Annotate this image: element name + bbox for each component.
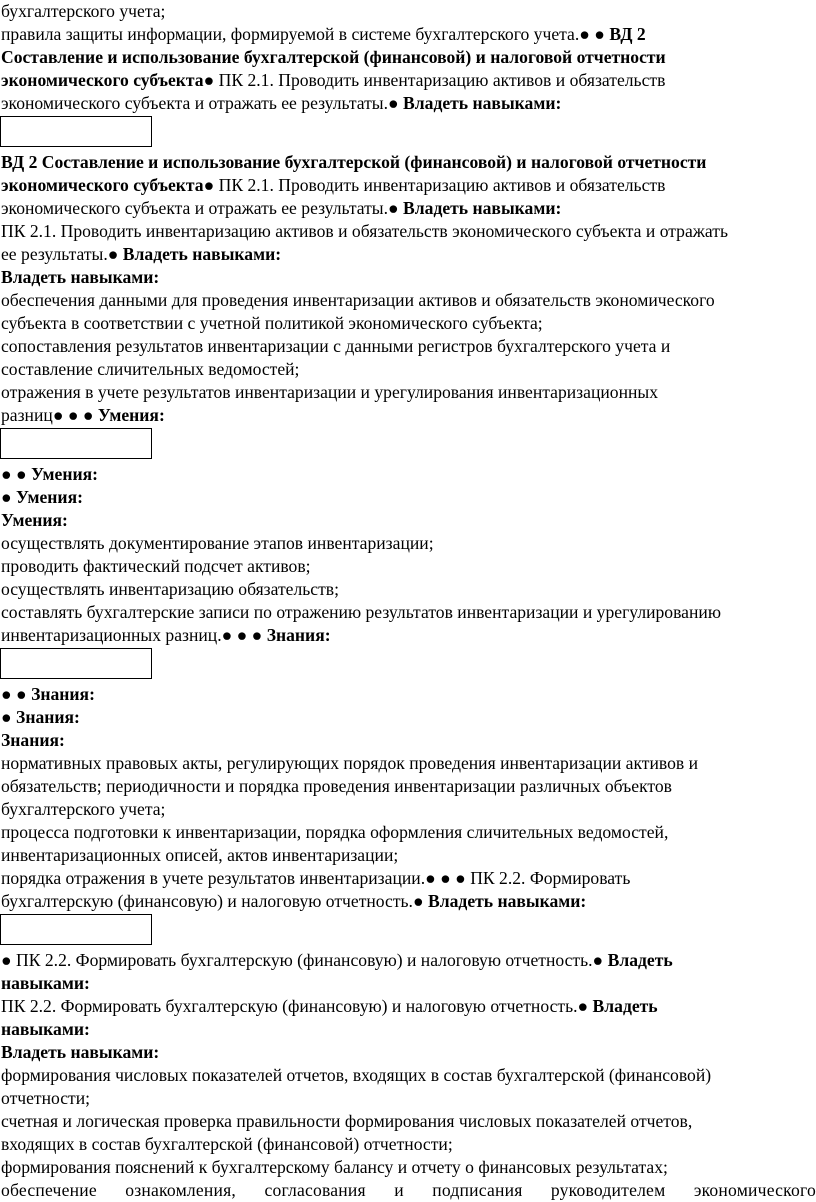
text-line: субъекта в соответствии с учетной политикой экономического субъекта; xyxy=(1,313,543,333)
text-line: нормативных правовых акты, регулирующих порядок проведения инвентаризации активов и xyxy=(1,753,699,773)
text-line: ● ● Умения: xyxy=(1,464,98,484)
text-line: формирования числовых показателей отчетов, входящих в состав бухгалтерской (финансовой) xyxy=(1,1065,712,1085)
text-line: бухгалтерскую (финансовую) и налоговую отчетность.● Владеть навыками: xyxy=(1,891,587,911)
text-line: экономического субъекта и отражать ее результаты.● Владеть навыками: xyxy=(1,198,562,218)
text-line: обеспечения данными для проведения инвентаризации активов и обязательств экономического xyxy=(1,290,715,310)
text-line: навыками: xyxy=(1,973,90,993)
text-line: порядка отражения в учете результатов инвентаризации.● ● ● ПК 2.2. Формировать xyxy=(1,868,631,888)
text-line: осуществлять документирование этапов инвентаризации; xyxy=(1,533,434,553)
text-line: навыками: xyxy=(1,1019,90,1039)
text-line: отражения в учете результатов инвентаризации и урегулирования инвентаризационных xyxy=(1,382,659,402)
text-line: правила защиты информации, формируемой в системе бухгалтерского учета.● ● ВД 2 xyxy=(1,24,646,44)
text-line: ● Знания: xyxy=(1,707,80,727)
text-line: сопоставления результатов инвентаризации с данными регистров бухгалтерского учета и xyxy=(1,336,671,356)
text-line: разниц● ● ● Умения: xyxy=(1,405,165,425)
text-line: инвентаризационных описей, актов инвентаризации; xyxy=(1,845,399,865)
text-line: входящих в состав бухгалтерской (финансовой) отчетности; xyxy=(1,1134,453,1154)
text-line: бухгалтерского учета; xyxy=(1,1,166,21)
text-line: Составление и использование бухгалтерской (финансовой) и налоговой отчетности xyxy=(1,47,666,67)
section-heading: Владеть навыками: xyxy=(1,267,160,287)
text-line: ● ● Знания: xyxy=(1,684,95,704)
text-line: экономического субъекта● ПК 2.1. Проводить инвентаризацию активов и обязательств xyxy=(1,70,666,90)
text-line: экономического субъекта и отражать ее результаты.● Владеть навыками: xyxy=(1,93,562,113)
text-line: бухгалтерского учета; xyxy=(1,799,166,819)
text-line: счетная и логическая проверка правильности формирования числовых показателей отчетов, xyxy=(1,1111,693,1131)
text-line: составление сличительных ведомостей; xyxy=(1,359,300,379)
text-line: ПК 2.1. Проводить инвентаризацию активов и обязательств экономического субъекта и отражать xyxy=(1,221,728,241)
text-line: инвентаризационных разниц.● ● ● Знания: xyxy=(1,625,331,645)
section-heading: Умения: xyxy=(1,510,68,530)
text-line: ВД 2 Составление и использование бухгалтерской (финансовой) и налоговой отчетности xyxy=(1,152,707,172)
text-line: обязательств; периодичности и порядка проведения инвентаризации различных объектов xyxy=(1,776,672,796)
section-heading: Знания: xyxy=(1,730,65,750)
section-heading: Владеть навыками: xyxy=(1,1042,160,1062)
empty-box xyxy=(0,116,152,147)
text-line: проводить фактический подсчет активов; xyxy=(1,556,311,576)
empty-box xyxy=(0,428,152,459)
text-line: отчетности; xyxy=(1,1088,91,1108)
text-line: обеспечение ознакомления, согласования и подписания руководителем экономического xyxy=(1,1180,816,1200)
text-line: процесса подготовки к инвентаризации, порядка оформления сличительных ведомостей, xyxy=(1,822,669,842)
text-line: формирования пояснений к бухгалтерскому балансу и отчету о финансовых результатах; xyxy=(1,1157,668,1177)
text-line: ● ПК 2.2. Формировать бухгалтерскую (финансовую) и налоговую отчетность.● Владеть xyxy=(1,950,673,970)
empty-box xyxy=(0,648,152,679)
text-line: составлять бухгалтерские записи по отражению результатов инвентаризации и урегулированию xyxy=(1,602,721,622)
text-line: осуществлять инвентаризацию обязательств; xyxy=(1,579,339,599)
empty-box xyxy=(0,914,152,945)
text-line: экономического субъекта● ПК 2.1. Проводить инвентаризацию активов и обязательств xyxy=(1,175,666,195)
text-line: ее результаты.● Владеть навыками: xyxy=(1,244,282,264)
text-line: ● Умения: xyxy=(1,487,83,507)
text-line: ПК 2.2. Формировать бухгалтерскую (финансовую) и налоговую отчетность.● Владеть xyxy=(1,996,658,1016)
